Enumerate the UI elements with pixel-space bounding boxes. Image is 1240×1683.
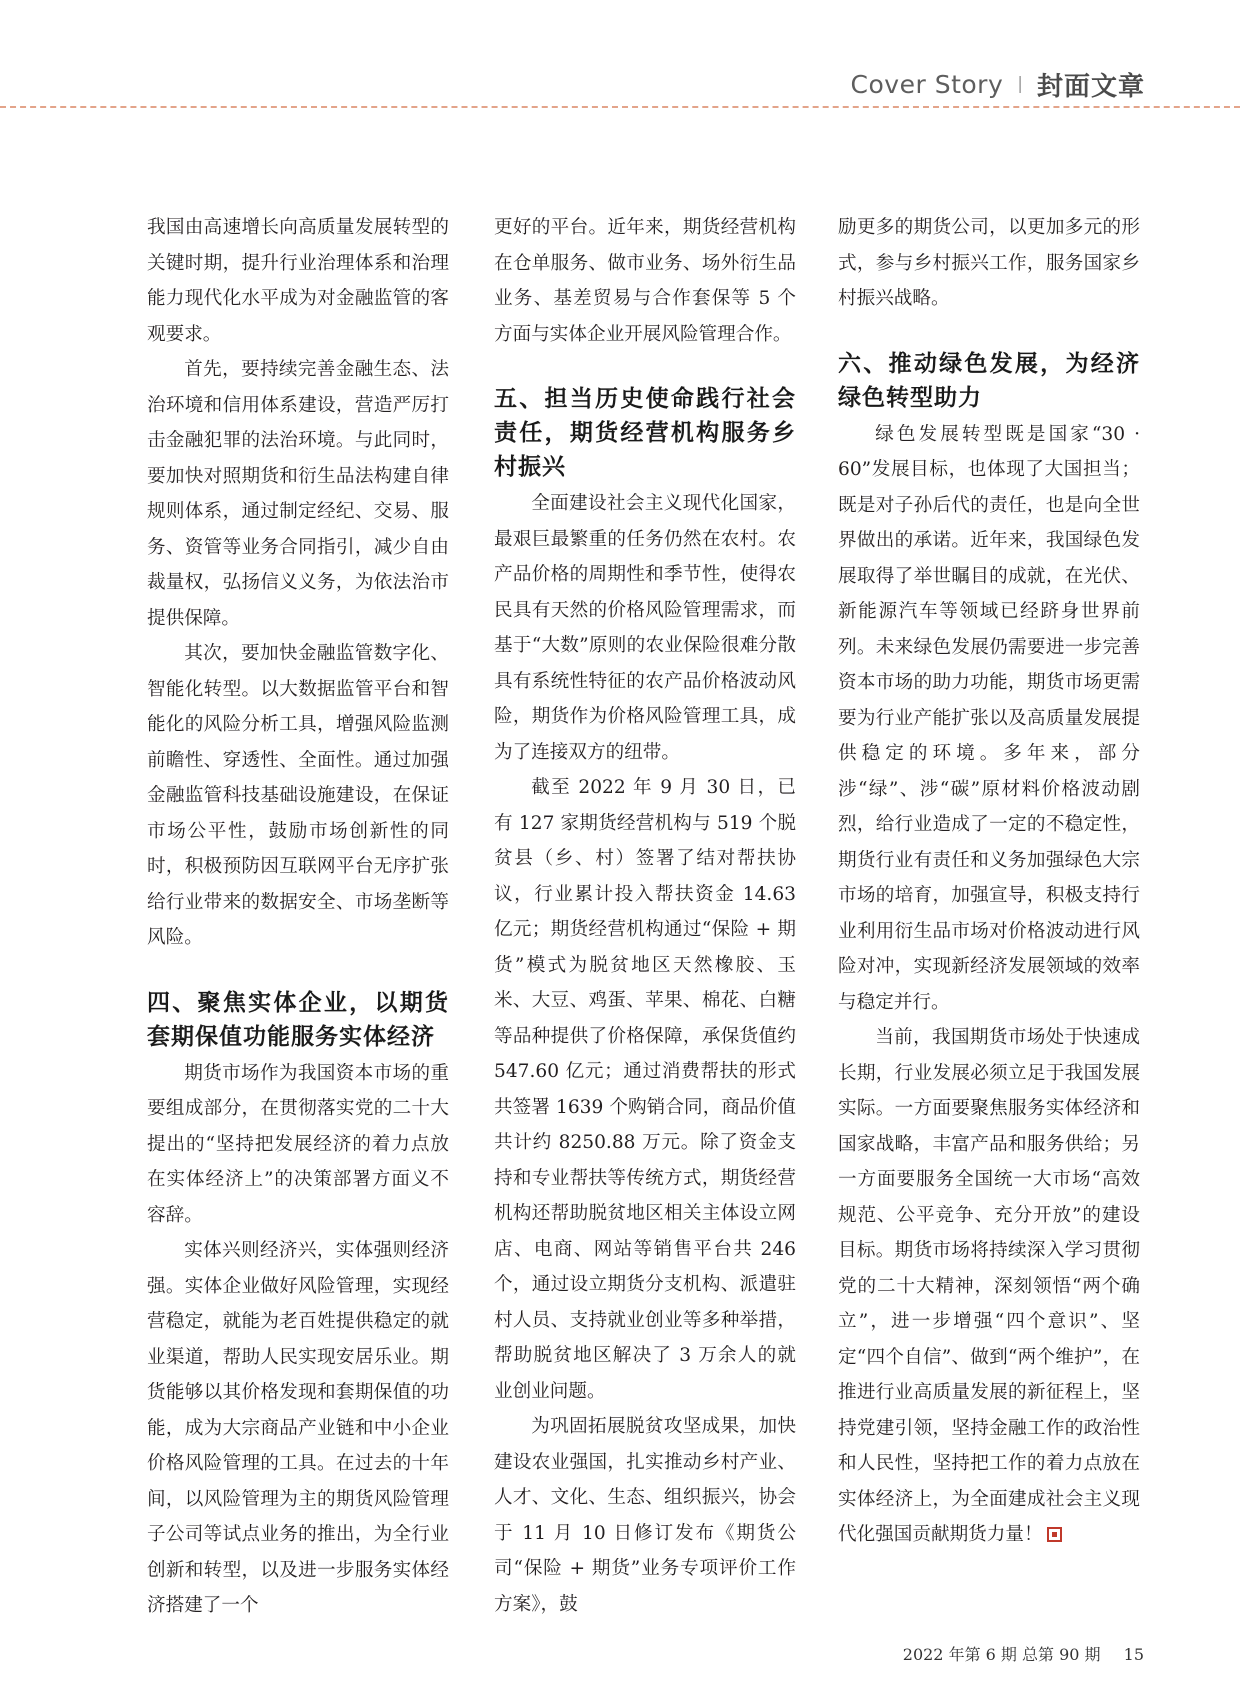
- paragraph: 全面建设社会主义现代化国家，最艰巨最繁重的任务仍然在农村。农产品价格的周期性和季节性，使得农民具有天然的价格风险管理需求，而基于“大数”原则的农业保险很难分散具有系统性特征的农产品价格波动风险，期货作为价格风险管理工具，成为了连接双方的纽带。: [494, 493, 796, 763]
- section-heading-5: 五、担当历史使命践行社会责任，期货经营机构服务乡村振兴: [494, 386, 796, 480]
- paragraph: 截至 2022 年 9 月 30 日，已有 127 家期货经营机构与 519 个脱贫县（乡、村）签署了结对帮扶协议，行业累计投入帮扶资金 14.63 亿元；期货经营机构通过“保险 + 期货”模式为脱贫地区天然橡胶、玉米、大豆、鸡蛋、苹果、棉花、白糖等品种提供了价格保障，承保货值约 547.60 亿元；通过消费帮扶的形式共签署 1639 个购销合同，商品价值共计约 8250.88 万元。除了资金支持和专业帮扶等传统方式，期货经营机构还帮助脱贫地区相关主体设立网店、电商、网站等销售平台共 246 个，通过设立期货分支机构、派遣驻村人员、支持就业创业等多种举措，帮助脱贫地区解决了 3 万余人的就业创业问题。: [494, 777, 796, 1402]
- paragraph: 励更多的期货公司，以更加多元的形式，参与乡村振兴工作，服务国家乡村振兴战略。: [838, 217, 1140, 309]
- column-3: [838, 210, 1140, 1553]
- paragraph: 为巩固拓展脱贫攻坚成果，加快建设农业强国，扎实推动乡村产业、人才、文化、生态、组织振兴，协会于 11 月 10 日修订发布《期货公司“保险 + 期货”业务专项评价工作方案》，鼓: [494, 1416, 796, 1615]
- page-footer: [903, 1642, 1144, 1665]
- page-number: 15: [1123, 1645, 1144, 1664]
- paragraph: 其次，要加快金融监管数字化、智能化转型。以大数据监管平台和智能化的风险分析工具，增强风险监测前瞻性、穿透性、全面性。通过加强金融监管科技基础设施建设，在保证市场公平性，鼓励市场创新性的同时，积极预防因互联网平台无序扩张给行业带来的数据安全、市场垄断等风险。: [147, 643, 449, 948]
- paragraph-text: 当前，我国期货市场处于快速成长期，行业发展必须立足于我国发展实际。一方面要聚焦服务实体经济和国家战略，丰富产品和服务供给；另一方面要服务全国统一大市场“高效规范、公平竞争、充分开放”的建设目标。期货市场将持续深入学习贯彻党的二十大精神，深刻领悟“两个确立”，进一步增强“四个意识”、坚定“四个自信”、做到“两个维护”，在推进行业高质量发展的新征程上，坚持党建引领，坚持金融工作的政治性和人民性，坚持把工作的着力点放在实体经济上，为全面建成社会主义现代化强国贡献期货力量！: [838, 1027, 1140, 1545]
- header-separator: |: [1017, 73, 1023, 94]
- paragraph: 实体兴则经济兴，实体强则经济强。实体企业做好风险管理，实现经营稳定，就能为老百姓提供稳定的就业渠道，帮助人民实现安居乐业。期货能够以其价格发现和套期保值的功能，成为大宗商品产业链和中小企业价格风险管理的工具。在过去的十年间，以风险管理为主的期货风险管理子公司等试点业务的推出，为全行业创新和转型，以及进一步服务实体经济搭建了一个: [147, 1240, 449, 1616]
- article-end-icon: [1047, 1527, 1062, 1542]
- section-label-zh: 封面文章: [1036, 72, 1145, 102]
- paragraph: 更好的平台。近年来，期货经营机构在仓单服务、做市业务、场外衍生品业务、基差贸易与合作套保等 5 个方面与实体企业开展风险管理合作。: [494, 217, 796, 345]
- paragraph: 绿色发展转型既是国家“30 · 60”发展目标，也体现了大国担当；既是对子孙后代的责任，也是向全世界做出的承诺。近年来，我国绿色发展取得了举世瞩目的成就，在光伏、新能源汽车等领域已经跻身世界前列。未来绿色发展仍需要进一步完善资本市场的助力功能，期货市场更需要为行业产能扩张以及高质量发展提供稳定的环境。多年来，部分涉“绿”、涉“碳”原材料价格波动剧烈，给行业造成了一定的不稳定性，期货行业有责任和义务加强绿色大宗市场的培育，加强宣导，积极支持行业利用衍生品市场对价格波动进行风险对冲，实现新经济发展领域的效率与稳定并行。: [838, 423, 1140, 1013]
- running-header: [851, 66, 1145, 103]
- issue-info: 2022 年第 6 期 总第 90 期: [902, 1645, 1101, 1664]
- section-label-en: Cover Story: [850, 70, 1004, 99]
- header-dashed-rule: [0, 106, 1240, 108]
- paragraph-final: [838, 1020, 1140, 1553]
- paragraph: 我国由高速增长向高质量发展转型的关键时期，提升行业治理体系和治理能力现代化水平成为对金融监管的客观要求。: [147, 217, 449, 345]
- section-heading-6: 六、推动绿色发展，为经济绿色转型助力: [838, 350, 1140, 411]
- section-heading-4: 四、聚焦实体企业，以期货套期保值功能服务实体经济: [147, 989, 449, 1050]
- paragraph: 首先，要持续完善金融生态、法治环境和信用体系建设，营造严厉打击金融犯罪的法治环境。与此同时，要加快对照期货和衍生品法构建自律规则体系，通过制定经纪、交易、服务、资管等业务合同指引，减少自由裁量权，弘扬信义义务，为依法治市提供保障。: [147, 359, 449, 629]
- column-2: [494, 210, 796, 1622]
- paragraph: 期货市场作为我国资本市场的重要组成部分，在贯彻落实党的二十大提出的“坚持把发展经济的着力点放在实体经济上”的决策部署方面义不容辞。: [147, 1062, 449, 1226]
- column-1: [147, 210, 449, 1624]
